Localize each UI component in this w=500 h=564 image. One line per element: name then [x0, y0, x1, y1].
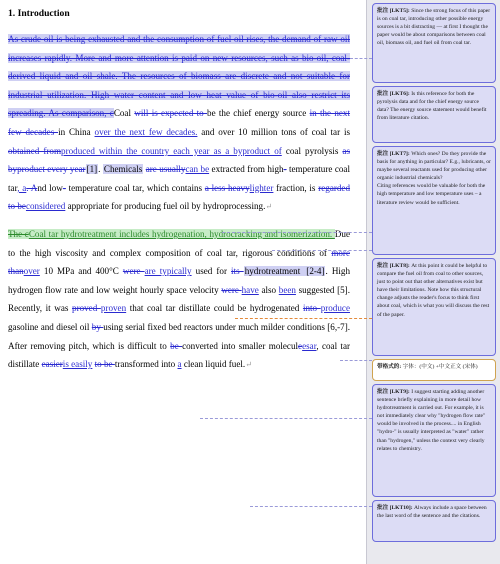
paragraph-mark-icon: ↵ [265, 202, 273, 212]
inserted-text: been [278, 284, 296, 295]
inserted-text: is easily [62, 359, 93, 370]
inserted-text: can be [185, 164, 210, 175]
document-body[interactable] [8, 30, 350, 375]
text: extracted from high [209, 164, 284, 175]
deleted-text: as byproduct every year [8, 145, 350, 175]
text: , coal tar distillate [8, 340, 351, 370]
text: appropriate for producing fuel oil by hydroprocessing [65, 201, 264, 212]
commented-word: hydrotreatment [244, 266, 305, 277]
comment-text: Which ones? Do they provide the basis for anything in particular? E.g., lubricants, or maybe several reactants used for producing other organic industrial chemicals? [377, 151, 491, 182]
comment-text: Is this reference for both the pyrolysis data and for the chief energy source data? The energy source statement would benefit from literature citation. [377, 91, 487, 122]
text: fraction, is [273, 182, 319, 193]
comment-leader-line [272, 250, 372, 251]
inserted-text: a [177, 359, 182, 370]
section-heading: 1. Introduction [8, 8, 70, 19]
deleted-text: to be [94, 359, 115, 370]
text: clean liquid fuel. [181, 359, 246, 370]
text: temperature coal tar, which contains [65, 182, 205, 193]
comment-leader-line [222, 232, 372, 233]
text: in China [58, 126, 95, 137]
comment-text: At this point it could be helpful to compare the fuel oil from coal to other sources, just to point out that other alternatives exist but have their limitations. Note how this structural change adjusts the reader's focus to think first about coal, which is what you will discuss the rest of the paper. [377, 263, 490, 318]
deleted-text: by [91, 321, 104, 332]
citation: [2-4] [306, 266, 325, 277]
comment-label: 批注 [LKT5]: [377, 8, 410, 14]
deleted-text: As comparison, c [48, 108, 114, 119]
text: and over 10 million tons of coal tar is [197, 126, 351, 137]
paragraph-2[interactable] [8, 225, 350, 375]
inserted-text: produced within the country each year as a byproduct of [61, 145, 282, 156]
text: suggested [5]. Recently, it was [8, 284, 350, 314]
highlighted-text [8, 34, 350, 118]
text: used for [191, 266, 232, 277]
comment-lkt6[interactable] [372, 86, 496, 143]
text: Coal [113, 108, 135, 119]
commented-word: Chemicals [103, 164, 143, 175]
comment-lkt10[interactable] [372, 500, 496, 542]
format-leader-line [235, 318, 372, 319]
format-note[interactable] [372, 359, 496, 381]
comment-text: I suggest starting adding another sentence briefly explaining in more detail how hydrotreatment is carried out. For example, it is not immediately clear why "hydrogen flow rate" would be involved in the process.... in English "hydro-" is usually interpreted as "water" rather than "hydrogen," unless the context very clearly relates to chemistry. [377, 389, 486, 452]
text: . High hydrogen flow rate and low weight hourly space velocity [8, 266, 350, 295]
comment-lkt8[interactable] [372, 258, 496, 356]
comment-text: Since the strong focus of this paper is on coal tar, introducing other possible energy sources is a bit distracting — at first I thought the paper would be about comparisons between coal oil, biomass oil, and fuel oil from coal tar. [377, 8, 491, 47]
paragraph-1[interactable] [8, 30, 350, 217]
comment-label: 批注 [LKT10]: [377, 505, 413, 511]
text: transformed into [114, 359, 178, 370]
deleted-text: . A [26, 182, 38, 193]
comment-leader-line [250, 506, 372, 507]
comment-lkt5[interactable] [372, 3, 496, 83]
comment-label: 批注 [LKT9]: [377, 389, 410, 395]
deleted-text: into [302, 303, 321, 314]
paragraph-mark-icon: ↵ [245, 360, 252, 370]
inserted-text: lighter [249, 182, 274, 193]
deleted-text: regarded to be [8, 182, 351, 212]
comment-label: 批注 [LKT6]: [377, 91, 410, 97]
format-text: 字体：(中文) +中文正文 (宋体) [401, 364, 478, 370]
text: nd low [37, 182, 63, 193]
inserted-text: over [23, 266, 40, 277]
deleted-text: - [62, 182, 66, 193]
text: converted into smaller molecul [182, 340, 299, 351]
deleted-text: be [170, 340, 183, 351]
text: 10 MPa and 400°C [39, 266, 123, 277]
inserted-text: are typically [144, 266, 192, 277]
deleted-text: are usually [145, 164, 186, 175]
comment-lkt9[interactable] [372, 384, 496, 497]
text: . [98, 164, 103, 175]
deleted-text: e [298, 340, 303, 351]
comment-text-continued: Citing references would be valuable for both the high temperature and low temperature uses – a literature review would be sufficient. [377, 183, 486, 206]
deleted-text: more than [8, 247, 350, 277]
text: also [258, 284, 279, 295]
moved-text: Coal tar hydrotreatment includes hydrogenation, hydrocracking and isomerization. [28, 228, 335, 239]
text: temperature coal tar [8, 164, 350, 193]
inserted-text: , a [17, 182, 27, 193]
deleted-text: obtained from [8, 145, 62, 156]
deleted-text: were [221, 284, 242, 295]
comment-lkt7[interactable] [372, 146, 496, 255]
deleted-text: As crude oil is being exhausted and the consumption of fuel oil rises, the demand of raw oil increases rapidly. More and more attention is paid on new resources, such as bio-oil, coal-derived liquid and oil shale. The resources of biomass are discrete and not suitable for industrial utilization. High water content and low heat value of bio-oil also restrict its spreading. [8, 34, 350, 119]
comment-leader-line [350, 58, 372, 59]
inserted-text: over the next few decades. [94, 126, 198, 137]
deleted-text: its [231, 266, 244, 277]
text: using serial fixed bed reactors under much milder conditions [6,-7]. After removing pitch, which is difficult to [8, 321, 350, 351]
deleted-text: will is expected to [134, 108, 208, 119]
deleted-text: - [283, 164, 287, 175]
comment-label: 批注 [LKT7]: [377, 151, 410, 157]
citation: [1] [86, 164, 98, 175]
inserted-text: produce [320, 303, 350, 314]
deleted-text: in the next few decades [8, 108, 351, 137]
text: . [263, 201, 266, 212]
highlighted-text [8, 229, 335, 239]
deleted-text: easier [41, 359, 63, 370]
text: gasoline and diesel oil [8, 321, 92, 332]
text: coal pyrolysis [281, 145, 343, 156]
inserted-text: considered [25, 201, 66, 212]
comment-label: 批注 [LKT8]: [377, 263, 410, 269]
deleted-text: were [122, 266, 145, 277]
comment-leader-line [340, 360, 372, 361]
comment-leader-line [200, 418, 372, 419]
deleted-text: The c [8, 228, 29, 239]
deleted-text: a less heavy [204, 182, 250, 193]
text: be the chief energy source [207, 108, 310, 119]
text: Due to the high viscosity and complex composition of coal tar, rigorous conditions of [8, 228, 350, 258]
text: that coal tar distillate could be hydrogenated [126, 303, 303, 314]
deleted-text: proved [72, 303, 101, 314]
comment-text: Always include a space between the last word of the sentence and the citations. [377, 505, 487, 520]
inserted-text: proven [100, 303, 127, 314]
inserted-text: have [241, 284, 259, 295]
format-label: 带格式的: [377, 364, 402, 370]
inserted-text: esar [302, 340, 317, 351]
